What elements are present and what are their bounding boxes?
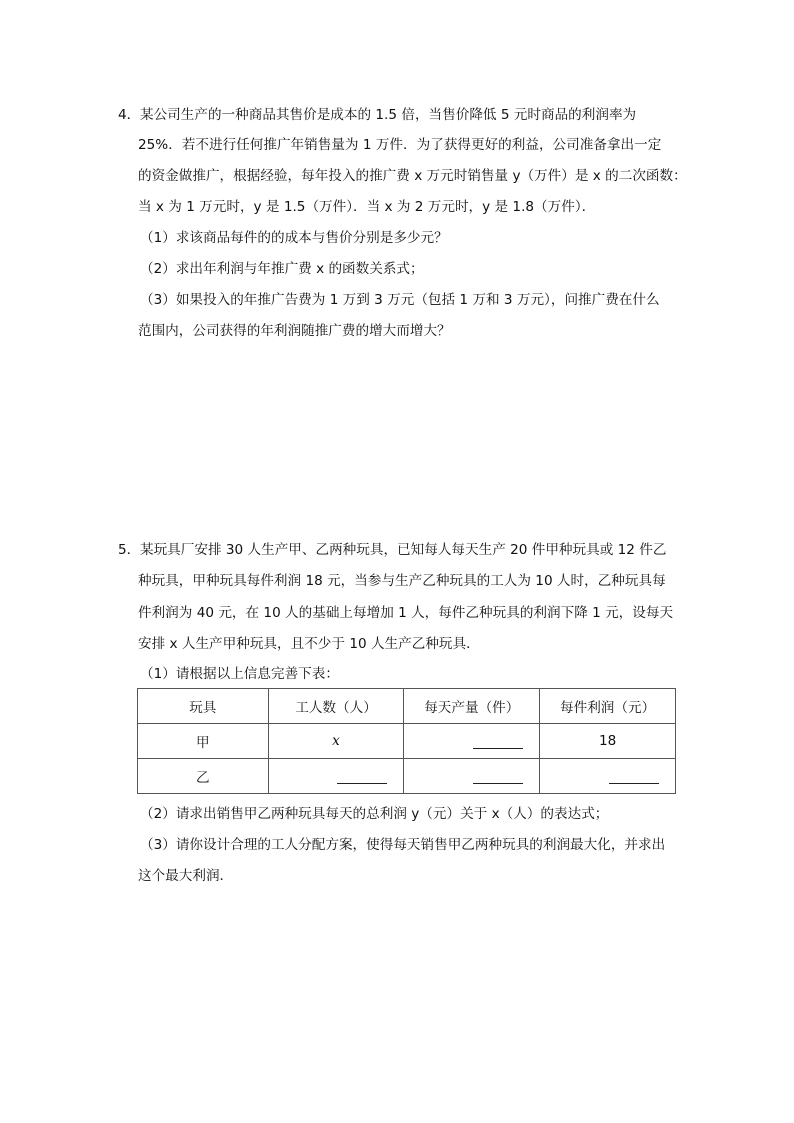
problem-4-line-1: 某公司生产的一种商品其售价是成本的 1.5 倍，当售价降低 5 元时商品的利润率为 <box>140 107 637 123</box>
problem-5-question-3: （3）请你设计合理的工人分配方案，使得每天销售甲乙两种玩具的利润最大化，并求出 <box>140 837 666 853</box>
row2-profit-blank[interactable] <box>609 769 659 784</box>
row2-workers-blank[interactable] <box>337 769 387 784</box>
problem-4-number: 4． <box>118 107 141 123</box>
row1-toy: 甲 <box>138 724 269 759</box>
row1-workers: x <box>268 724 404 759</box>
row2-output-blank[interactable] <box>473 769 523 784</box>
header-toy: 玩具 <box>138 689 269 724</box>
row2-workers-cell <box>268 759 404 794</box>
header-profit: 每件利润（元） <box>540 689 676 724</box>
problem-5-line-1: 某玩具厂安排 30 人生产甲、乙两种玩具，已知每人每天生产 20 件甲种玩具或 12 件乙 <box>140 542 667 558</box>
row2-profit-cell <box>540 759 676 794</box>
header-workers: 工人数（人） <box>268 689 404 724</box>
problem-5-number: 5． <box>118 542 141 558</box>
problem-4-line-4: 当 x 为 1 万元时，y 是 1.5（万件）．当 x 为 2 万元时，y 是 1.8（万件）． <box>138 199 596 215</box>
row1-output-blank[interactable] <box>473 734 523 749</box>
problem-4-line-3: 的资金做推广，根据经验，每年投入的推广费 x 万元时销售量 y（万件）是 x 的二次函数： <box>138 168 687 184</box>
problem-4-question-3-cont: 范围内，公司获得的年利润随推广费的增大而增大？ <box>138 323 451 339</box>
problem-5-question-1: （1）请根据以上信息完善下表： <box>140 666 339 682</box>
toy-table <box>137 688 676 794</box>
problem-5-line-4: 安排 x 人生产甲种玩具，且不少于 10 人生产乙种玩具． <box>138 636 480 652</box>
table-row <box>138 759 676 794</box>
row2-toy: 乙 <box>138 759 269 794</box>
row2-output-cell <box>404 759 540 794</box>
problem-4-question-2: （2）求出年利润与年推广费 x 的函数关系式； <box>140 261 424 277</box>
problem-4-line-2: 25%．若不进行任何推广年销售量为 1 万件．为了获得更好的利益，公司准备拿出一定 <box>138 137 662 153</box>
problem-4-question-3: （3）如果投入的年推广告费为 1 万到 3 万元（包括 1 万和 3 万元），问推广费在什么 <box>140 292 660 308</box>
table-row <box>138 724 676 759</box>
problem-4-question-1: （1）求该商品每件的的成本与售价分别是多少元？ <box>140 230 448 246</box>
problem-5-line-2: 种玩具，甲种玩具每件利润 18 元，当参与生产乙种玩具的工人为 10 人时，乙种玩具每 <box>138 573 666 589</box>
header-output: 每天产量（件） <box>404 689 540 724</box>
problem-5-line-3: 件利润为 40 元，在 10 人的基础上每增加 1 人，每件乙种玩具的利润下降 1 元，设每天 <box>138 605 674 621</box>
row1-output-cell <box>404 724 540 759</box>
problem-5-question-2: （2）请求出销售甲乙两种玩具每天的总利润 y（元）关于 x（人）的表达式； <box>140 806 609 822</box>
row1-profit: 18 <box>540 724 676 759</box>
table-header-row <box>138 689 676 724</box>
problem-5-question-3-cont: 这个最大利润． <box>138 868 234 884</box>
